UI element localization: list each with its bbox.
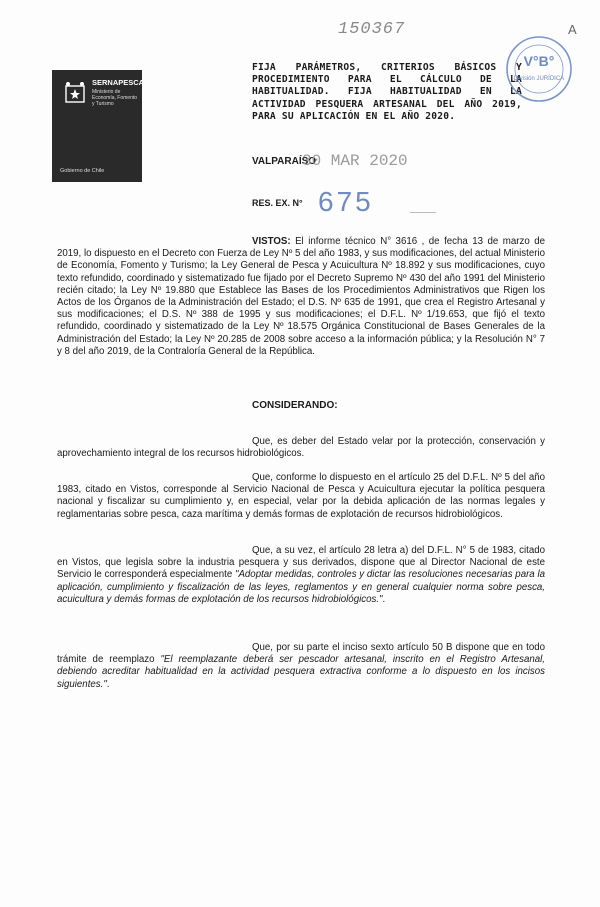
resolution-number: 675 xyxy=(318,186,374,217)
considerando-paragraph-4 xyxy=(57,642,545,691)
paragraph-text: Que, por su parte el inciso sexto artículo 50 B dispone que en todo trámite de reemplazo xyxy=(57,642,545,666)
vobo-stamp xyxy=(504,34,574,104)
sernapesca-logo xyxy=(52,70,145,182)
logo-org-name: SERNAPESCA xyxy=(92,78,145,87)
resolution-underline xyxy=(410,212,436,213)
vistos-text: El informe técnico N° 3616 , de fecha 13 de marzo de 2019, lo dispuesto en el Decreto con Fuerza de Ley Nº 5 del año 1983, y sus modificaciones, del actual Ministerio de Economía, Fomento y Turismo; la Ley General de Pesca y Acuicultura Nº 18.892 y sus modificaciones, cuyo texto refundido, coordinado y sistematizado fue fijado por el Decreto Supremo Nº 430 del año 1991 del Ministerio recién citado; la Ley Nº 19.880 que Establece las Bases de los Procedimientos Administrativos que Rigen los Actos de los Órganos de la Administración del Estado; el D.S. Nº 635 de 1991, que crea el Registro Artesanal y sus modificaciones; el D.S. Nº 388 de 1995 y sus modificaciones; el D.F.L. Nº 1/19.653, que fijó el texto refundido, coordinado y sistematizado de la Ley Nº 18.575 Orgánica Constitucional de Bases Generales de la Administración del Estado; la Ley Nº 20.285 de 2008 sobre acceso a la información pública; y la Resolución N° 7 y 8 del año 2019, de la Contraloría General de la República. xyxy=(57,236,545,357)
paragraph-tail: . xyxy=(106,678,110,690)
paragraph-tail: . xyxy=(382,593,386,605)
vistos-label: VISTOS: xyxy=(252,236,291,247)
considerando-paragraph-2 xyxy=(57,472,545,521)
paragraph-text: Que, conforme lo dispuesto en el artículo 25 del D.F.L. Nº 5 del año 1983, citado en Vistos, corresponde al Servicio Nacional de Pesca y Acuicultura ejecutar la política pesquera nacional y fiscalizar su cumplimiento y, en especial, velar por la debida aplicación de las normas legales y reglamentarias sobre pesca, caza marítima y demás formas de explotación de recursos hidrobiológicos. xyxy=(57,472,545,520)
paragraph-quote: "El reemplazante deberá ser pescador artesanal, inscrito en el Registro Artesanal, debiendo acreditar habitualidad en la actividad pesquera extractiva conforme a lo dispuesto en los incisos siguientes." xyxy=(57,654,546,690)
vobo-ring-text: División JURÍDICA xyxy=(513,76,565,82)
paragraph-text: Que, es deber del Estado velar por la protección, conservación y aprovechamiento integral de los recursos hidrobiológicos. xyxy=(57,436,545,460)
paragraph-quote: "Adoptar medidas, controles y dictar las resoluciones necesarias para la aplicación, cumplimiento y fiscalización de las leyes, reglamentos y en general cualquier norma sobre pesca, acuicultura y demás formas de explotación de los recursos hidrobiológicos." xyxy=(57,569,545,605)
vobo-main-text: V°B° xyxy=(523,53,555,69)
paragraph-text: Que, a su vez, el artículo 28 letra a) del D.F.L. N° 5 de 1983, citado en Vistos, que legisla sobre la industria pesquera y sus derivados, dispone que al Director Nacional de este Servicio le corresponderá especialmente xyxy=(57,545,545,581)
coat-of-arms-icon xyxy=(60,78,90,108)
logo-subtitle: Ministerio de Economía, Fomento y Turismo xyxy=(92,89,138,107)
considerando-paragraph-3 xyxy=(57,545,545,606)
resolution-label: RES. EX. N° xyxy=(252,198,303,208)
considerando-heading: CONSIDERANDO: xyxy=(252,400,338,411)
date-stamp: 30 MAR 2020 xyxy=(302,152,408,170)
document-title: FIJA PARÁMETROS, CRITERIOS BÁSICOS Y PROCEDIMIENTO PARA EL CÁLCULO DE LA HABITUALIDAD. FIJA HABITUALIDAD EN LA ACTIVIDAD PESQUERA ARTESANAL DEL AÑO 2019, PARA SU APLICACIÓN EN EL AÑO 2020. xyxy=(252,62,522,122)
logo-footer: Gobierno de Chile xyxy=(60,168,105,174)
corner-mark: A xyxy=(568,22,577,37)
considerando-paragraph-1 xyxy=(57,436,545,460)
vistos-paragraph xyxy=(57,236,545,358)
stamp-number: 150367 xyxy=(338,20,406,39)
place-label: VALPARAÍSO xyxy=(252,156,317,167)
